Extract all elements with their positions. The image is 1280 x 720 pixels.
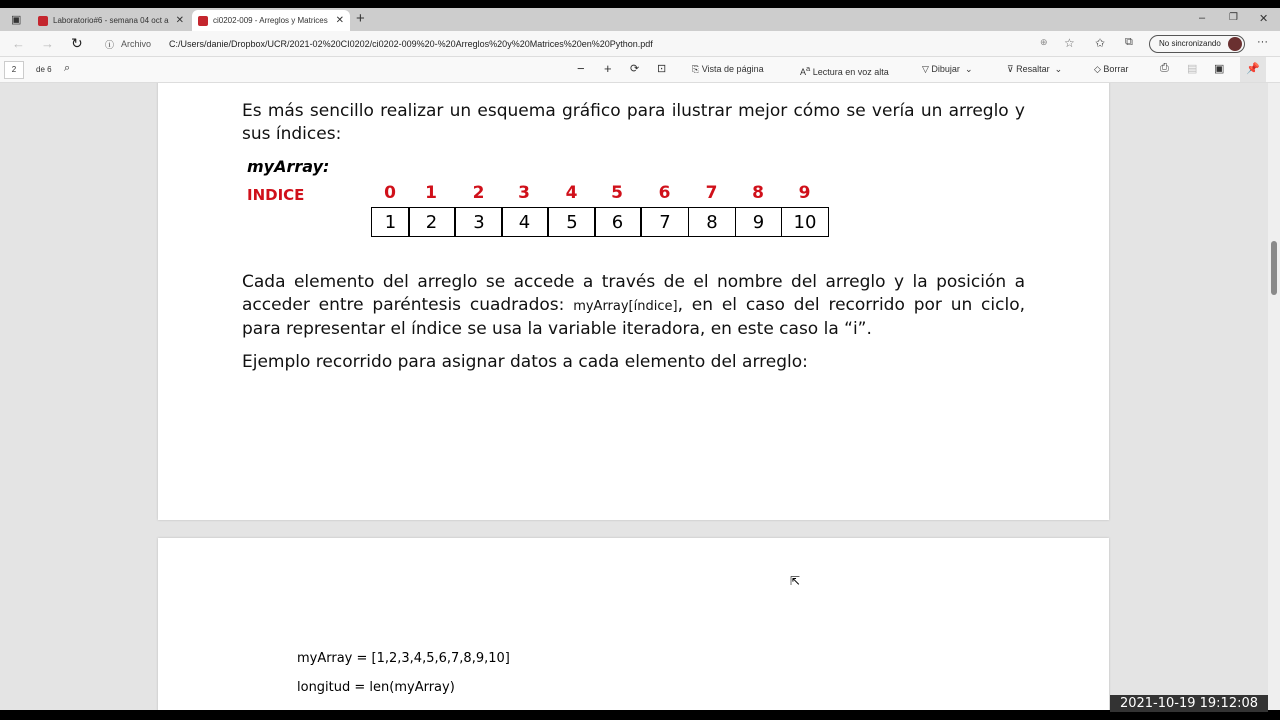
draw-button[interactable]: ▽ Dibujar ⌄ [922,64,973,74]
profile-label: No sincronizando [1159,39,1221,48]
erase-label: Borrar [1103,64,1129,74]
paragraph: Ejemplo recorrido para asignar datos a cada elemento del arreglo: [242,352,808,372]
profile-button[interactable] [1149,35,1245,53]
index-number: 8 [752,183,764,203]
page-count: de 6 [36,65,52,74]
minimize-button[interactable]: – [1199,12,1206,24]
pdf-page-3 [158,538,1109,710]
array-cell: 5 [548,207,596,237]
index-number: 4 [565,183,578,203]
back-icon[interactable]: ← [12,36,25,51]
text: Cada elemento del arreglo se accede a través de el nombre del arreglo y la posición a acceder entre paréntesis cuadrados: [242,272,1025,315]
collections-icon[interactable]: ⧉ [1125,36,1133,48]
pdf-page-2 [158,83,1109,520]
pdf-icon [38,16,48,26]
draw-label: Dibujar [931,64,960,74]
array-cell: 6 [594,207,641,237]
highlight-button[interactable]: ⊽ Resaltar ⌄ [1007,64,1063,74]
read-aloud-label: Lectura en voz alta [812,67,889,77]
pin-toolbar-icon[interactable]: 📌 [1240,57,1266,82]
array-cell: 8 [688,207,736,237]
code-line: myArray = [1,2,3,4,5,6,7,8,9,10] [297,651,510,666]
info-icon: ⓘ [105,40,115,50]
index-number: 1 [425,183,437,203]
forward-icon[interactable]: → [41,36,54,51]
tab-label: ci0202-009 - Arreglos y Matrices [213,16,328,25]
print-icon[interactable]: ⎙ [1160,62,1169,74]
tab-arreglos[interactable] [192,10,350,31]
restore-button[interactable]: ❐ [1229,12,1238,23]
index-label: INDICE [247,186,305,204]
code-line: longitud = len(myArray) [297,680,455,695]
array-cell: 10 [781,207,829,237]
avatar [1228,37,1242,51]
mouse-cursor-icon: ⇱ [790,574,801,588]
fit-page-icon[interactable]: ⊡ [657,63,667,75]
highlight-label: Resaltar [1016,64,1050,74]
index-number: 7 [705,183,718,203]
read-aloud-button[interactable]: $A^a$ Lectura en voz alta [800,64,889,77]
pdf-viewer [0,83,1268,710]
tab-bar [0,8,1280,31]
new-tab-button[interactable]: + [356,10,365,27]
more-icon[interactable]: ··· [1257,36,1268,48]
index-number: 2 [472,183,485,203]
array-cell: 9 [735,207,782,237]
array-cell: 4 [501,207,548,237]
array-cell: 3 [455,207,503,237]
page-view-button[interactable]: ⎘ Vista de página [692,64,764,74]
scrollbar[interactable] [1268,83,1280,710]
tab-laboratorio[interactable] [32,10,190,31]
inline-code: myArray[índice] [573,299,678,314]
url-input[interactable]: C:/Users/danie/Dropbox/UCR/2021-02%20CI0202/ci0202-009%20-%20Arreglos%20y%20Matrices%20en%20Python.pdf [169,39,653,49]
close-tab-icon[interactable]: ✕ [335,15,344,26]
zoom-in-button[interactable]: + [604,61,612,76]
erase-button[interactable]: ◇ Borrar [1094,64,1129,74]
tab-actions-icon[interactable]: ▣ [11,14,22,26]
tab-label: Laboratorio#6 - semana 04 oct a [53,16,169,25]
save-icon[interactable]: ▤ [1187,63,1198,75]
zoom-icon[interactable]: ⊕ [1040,37,1048,47]
bottom-border [0,710,1280,720]
pdf-icon [198,16,208,26]
index-number: 9 [798,183,811,203]
index-number: 3 [518,183,530,203]
array-cell: 7 [641,207,689,237]
paragraph [242,271,1025,341]
address-bar [0,31,1280,57]
top-border [0,0,1280,8]
pdf-toolbar [0,57,1280,83]
add-favorite-icon[interactable]: ☆ [1064,36,1075,50]
security-label: Archivo [121,39,152,49]
search-icon[interactable]: ⌕ [64,62,71,74]
index-number: 6 [658,183,671,203]
index-number: 0 [384,183,396,203]
paragraph: Es más sencillo realizar un esquema gráfico para ilustrar mejor cómo se vería un arreglo y sus índices: [242,101,1025,144]
close-window-button[interactable]: ✕ [1259,13,1269,25]
array-cell: 1 [371,207,410,237]
rotate-icon[interactable]: ⟳ [630,63,640,75]
scrollbar-thumb[interactable] [1271,241,1277,295]
refresh-icon[interactable]: ↻ [71,35,83,51]
text: , en el caso del recorrido por un ciclo, para representar el índice se usa la variable iteradora, en este caso la “i”. [242,295,1026,339]
favorites-icon[interactable]: ✩ [1095,36,1106,50]
zoom-out-button[interactable]: − [577,61,585,76]
page-view-label: Vista de página [701,64,764,74]
array-name: myArray: [247,157,330,176]
save-as-icon[interactable]: ▣ [1214,63,1225,75]
page-number-input[interactable]: 2 [4,61,24,79]
array-cell: 2 [408,207,455,237]
close-tab-icon[interactable]: ✕ [175,15,184,26]
timestamp-overlay: 2021-10-19 19:12:08 [1110,695,1268,712]
index-number: 5 [611,183,623,203]
